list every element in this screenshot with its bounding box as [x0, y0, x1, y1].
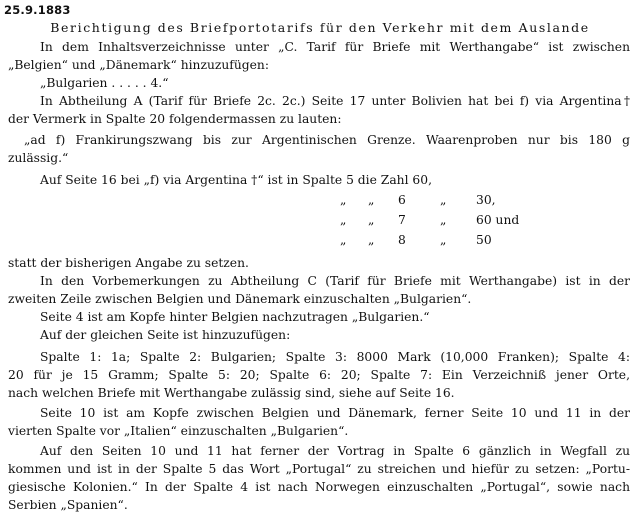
- text-line: Serbien „Spanien“.: [8, 498, 128, 512]
- table-ditto: „: [340, 233, 347, 247]
- text-line: vierten Spalte vor „Italien“ einzuschalten „Bulgarien“.: [8, 424, 349, 438]
- table-ditto: „: [440, 193, 447, 207]
- table-ditto: „: [368, 233, 375, 247]
- text-line: In den Vorbemerkungen zu Abtheilung C (Tarif für Briefe mit Werthangabe) ist in der: [40, 274, 630, 288]
- table-ditto: „: [440, 213, 447, 227]
- table-number: 7: [398, 213, 406, 227]
- text-line: Auf Seite 16 bei „f) via Argentina †“ ist in Spalte 5 die Zahl 60,: [40, 173, 432, 187]
- text-line: Auf der gleichen Seite ist hinzuzufügen:: [40, 328, 291, 342]
- table-ditto: „: [368, 193, 375, 207]
- text-line: Auf den Seiten 10 und 11 hat ferner der Vortrag in Spalte 6 gänzlich in Wegfall zu: [40, 444, 630, 458]
- table-ditto: „: [340, 193, 347, 207]
- text-line: In dem Inhaltsverzeichnisse unter „C. Tarif für Briefe mit Werthangabe“ ist zwischen: [40, 40, 630, 54]
- table-ditto: „: [368, 213, 375, 227]
- text-line: der Vermerk in Spalte 20 folgendermassen zu lauten:: [8, 112, 342, 126]
- text-line: giesische Kolonien.“ In der Spalte 4 ist nach Norwegen einzuschalten „Portugal“, sowie nach: [8, 480, 630, 494]
- text-line: In Abtheilung A (Tarif für Briefe 2c. 2c.) Seite 17 unter Bolivien hat bei f) via Argentina†: [40, 94, 630, 108]
- text-line: zweiten Zeile zwischen Belgien und Dänemark einzuschalten „Bulgarien“.: [8, 292, 472, 306]
- table-value: 50: [476, 233, 492, 247]
- text-line: zulässig.“: [8, 151, 69, 165]
- table-ditto: „: [440, 233, 447, 247]
- text-line: 20 für je 15 Gramm; Spalte 5: 20; Spalte 6: 20; Spalte 7: Ein Verzeichniß jener Orte,: [8, 368, 630, 382]
- table-ditto: „: [340, 213, 347, 227]
- text-line: Spalte 1: 1a; Spalte 2: Bulgarien; Spalte 3: 8000 Mark (10,000 Franken); Spalte 4:: [40, 350, 630, 364]
- table-number: 6: [398, 193, 406, 207]
- document-title: Berichtigung des Briefportotarifs für den Verkehr mit dem Auslande: [50, 20, 590, 35]
- text-line: kommen und ist in der Spalte 5 das Wort „Portugal“ zu streichen und hiefür zu setzen: „Portu-: [8, 462, 630, 476]
- text-line: Seite 4 ist am Kopfe hinter Belgien nachzutragen „Bulgarien.“: [40, 310, 430, 324]
- table-value: 60 und: [476, 213, 520, 227]
- table-number: 8: [398, 233, 406, 247]
- text-line: statt der bisherigen Angabe zu setzen.: [8, 256, 249, 270]
- text-line: „Bulgarien . . . . . 4.“: [40, 76, 169, 90]
- table-value: 30,: [476, 193, 496, 207]
- date-label: 25.9.1883: [4, 3, 71, 17]
- text-line: „Belgien“ und „Dänemark“ hinzuzufügen:: [8, 58, 269, 72]
- text-line: Seite 10 ist am Kopfe zwischen Belgien und Dänemark, ferner Seite 10 und 11 in der: [40, 406, 630, 420]
- text-line: nach welchen Briefe mit Werthangabe zulässig sind, siehe auf Seite 16.: [8, 386, 455, 400]
- text-line: „ad f) Frankirungszwang bis zur Argentinischen Grenze. Waarenproben nur bis 180 g: [24, 133, 630, 147]
